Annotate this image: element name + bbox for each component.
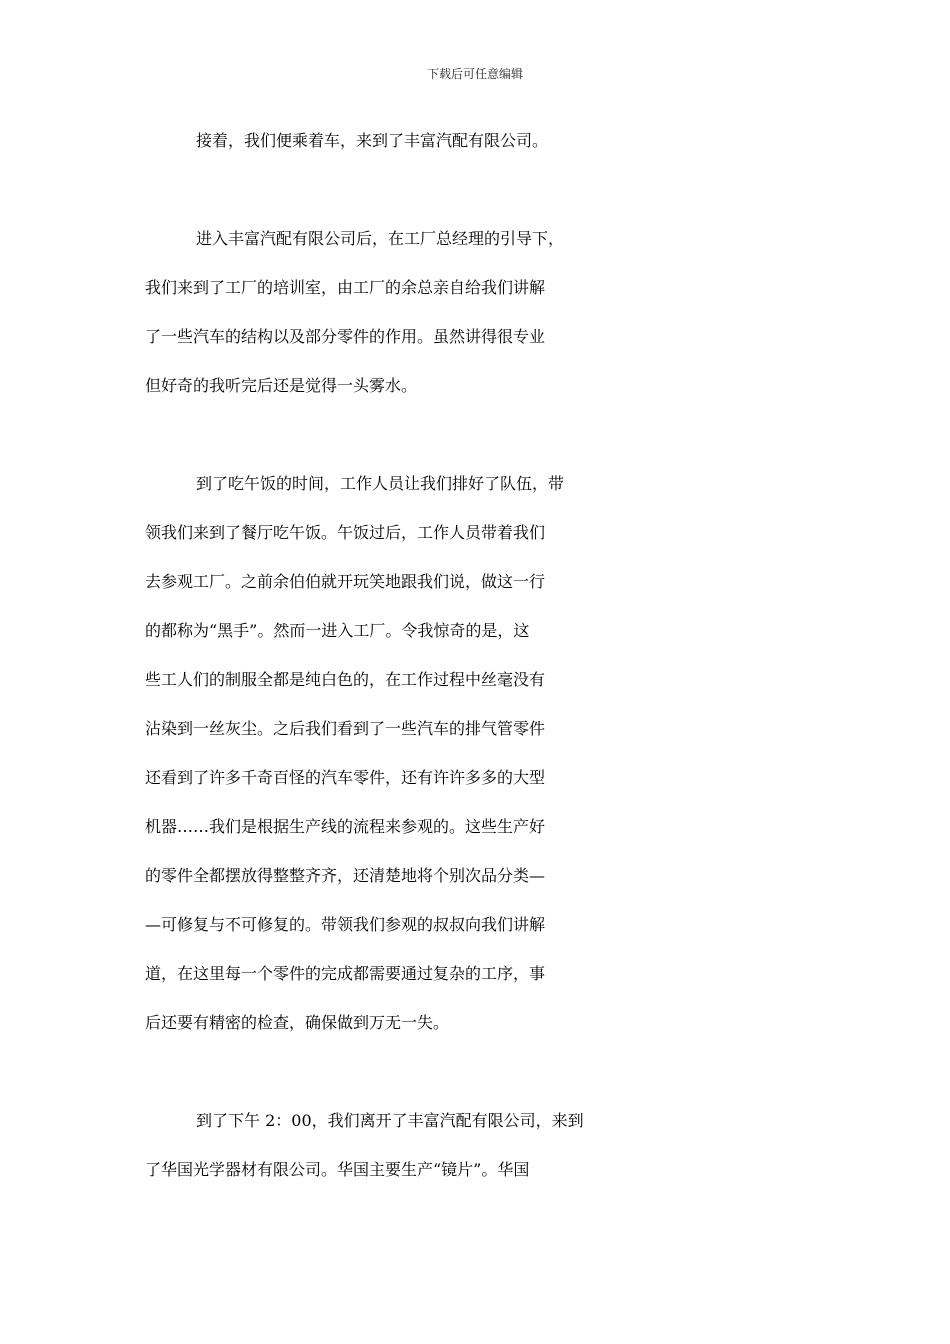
paragraph-gap	[145, 422, 809, 471]
page-header: 下载后可任意编辑	[426, 67, 523, 81]
paragraph-line: 的都称为“黑手”。然而一进入工厂。令我惊奇的是，这	[145, 621, 530, 640]
paragraph-gap	[145, 177, 809, 226]
paragraph	[145, 226, 809, 422]
paragraph-line: 还看到了许多千奇百怪的汽车零件，还有许许多多的大型	[145, 768, 546, 787]
paragraph-line: 到了下午 2：00，我们离开了丰富汽配有限公司，来到	[196, 1111, 584, 1130]
paragraph-line: 但好奇的我听完后还是觉得一头雾水。	[145, 376, 418, 395]
paragraph-line: 道，在这里每一个零件的完成都需要通过复杂的工序，事	[145, 964, 546, 983]
paragraph-line: 进入丰富汽配有限公司后，在工厂总经理的引导下，	[196, 229, 565, 248]
paragraph-line: 机器……我们是根据生产线的流程来参观的。这些生产好	[145, 817, 546, 836]
paragraph-gap	[145, 1059, 809, 1108]
paragraph-line: 沾染到一丝灰尘。之后我们看到了一些汽车的排气管零件	[145, 719, 546, 738]
paragraph-line: 了一些汽车的结构以及部分零件的作用。虽然讲得很专业	[145, 327, 546, 346]
paragraph-line: 我们来到了工厂的培训室，由工厂的余总亲自给我们讲解	[145, 278, 546, 297]
paragraph-line: 的零件全都摆放得整整齐齐，还清楚地将个别次品分类—	[145, 866, 546, 885]
document-body	[145, 128, 809, 1206]
paragraph	[145, 471, 809, 1059]
paragraph-line: 领我们来到了餐厅吃午饭。午饭过后，工作人员带着我们	[145, 523, 546, 542]
paragraph-line: 了华国光学器材有限公司。华国主要生产“镜片”。华国	[145, 1160, 530, 1179]
paragraph-line: 些工人们的制服全都是纯白色的，在工作过程中丝毫没有	[145, 670, 546, 689]
paragraph	[145, 1108, 809, 1206]
paragraph-line: 到了吃午饭的时间，工作人员让我们排好了队伍，带	[196, 474, 565, 493]
paragraph-line: 接着，我们便乘着车，来到了丰富汽配有限公司。	[196, 131, 549, 150]
paragraph-line: 后还要有精密的检查，确保做到万无一失。	[145, 1013, 450, 1032]
paragraph	[145, 128, 809, 177]
paragraph-line: —可修复与不可修复的。带领我们参观的叔叔向我们讲解	[145, 915, 546, 934]
paragraph-line: 去参观工厂。之前余伯伯就开玩笑地跟我们说，做这一行	[145, 572, 546, 591]
